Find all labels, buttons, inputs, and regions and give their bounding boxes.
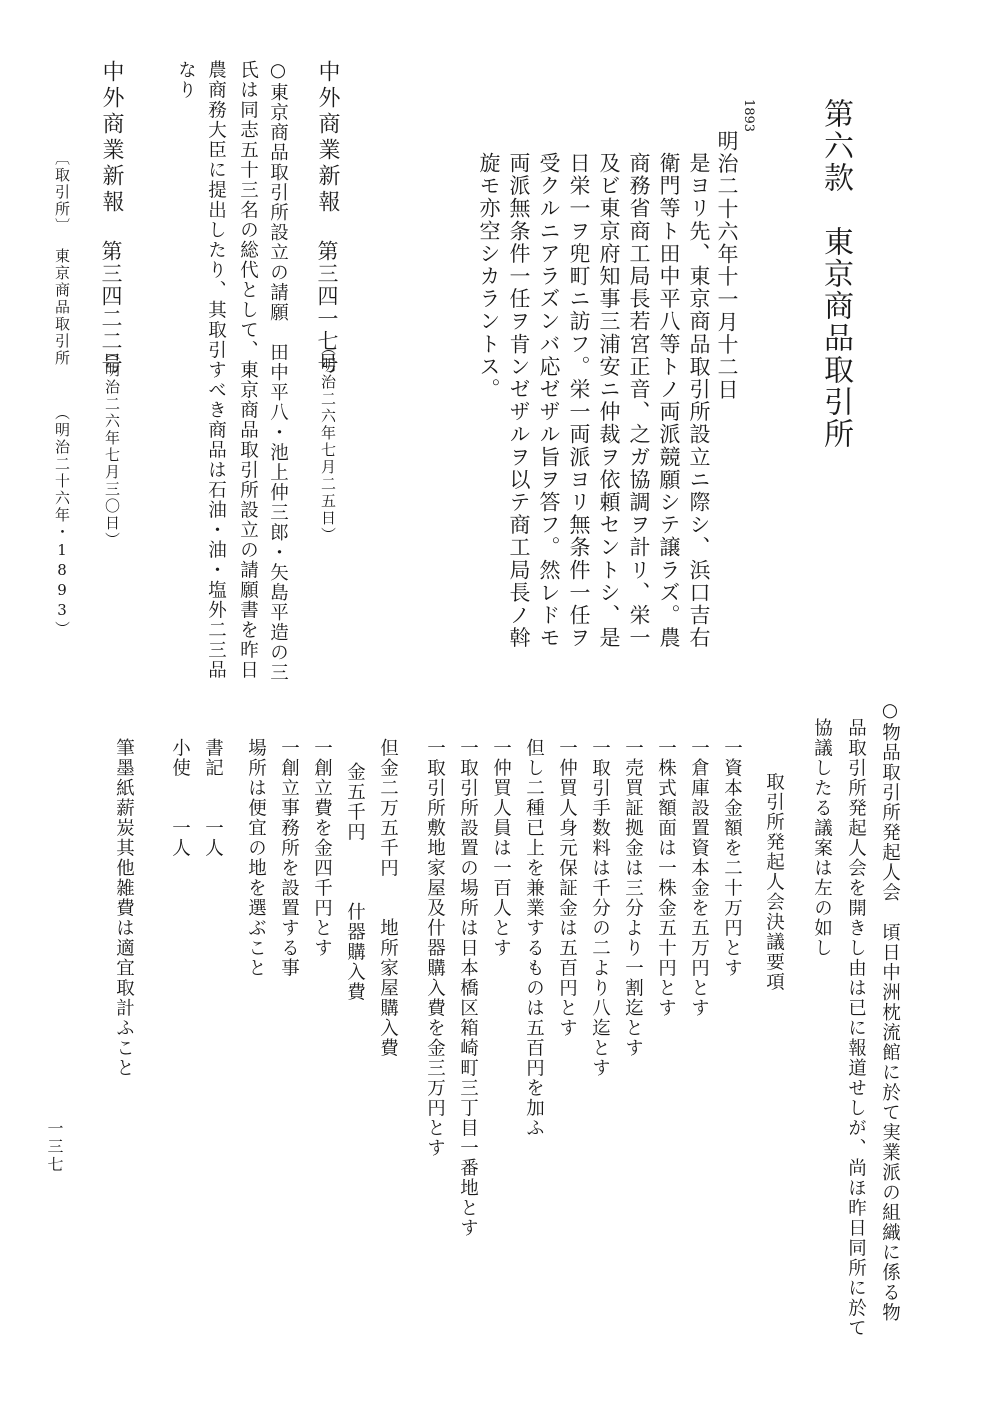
date-heading: 明治二十六年十一月十二日	[715, 130, 739, 402]
resolution-heading: 取引所発起人会決議要項	[763, 772, 785, 992]
resolution-item: 一創立事務所を設置する事	[278, 738, 300, 978]
article-line: 品取引所発起人会を開きし由は已に報道せしが、尚ほ昨日同所に於て	[845, 718, 867, 1338]
article-line: なり	[175, 60, 197, 100]
narrative-line: 商務省商工局長若宮正音、之ガ協調ヲ計リ、栄一	[627, 152, 651, 650]
resolution-item: 但し二種已上を兼業するものは五百円を加ふ	[523, 738, 545, 1138]
resolution-item: 一仲買人身元保証金は五百円とす	[556, 738, 578, 1038]
resolution-item: 一創立費を金四千円とす	[311, 738, 333, 958]
resolution-item: 書記 一人	[202, 738, 224, 858]
source-number: 第三四二二号	[99, 240, 123, 375]
narrative-line: 受クルニアラズンバ応ゼザル旨ヲ答フ。然レドモ	[537, 152, 561, 650]
resolution-item: 筆墨紙薪炭其他雑費は適宜取計ふこと	[113, 738, 135, 1078]
resolution-item: 一仲買人員は一百人とす	[490, 738, 512, 958]
source-number: 第三四一七号	[315, 240, 339, 375]
resolution-item: 一資本金額を二十万円とす	[721, 738, 743, 978]
category-tag: 〔取引所〕	[53, 150, 71, 235]
source-name: 中外商業新報	[315, 60, 340, 216]
narrative-line: 是ヨリ先、東京商品取引所設立ニ際シ、浜口吉右	[687, 152, 711, 650]
section-title: 第六款 東京商品取引所	[818, 98, 853, 450]
resolution-item: 場所は便宜の地を選ぶこと	[245, 738, 267, 978]
resolution-item: 一売買証拠金は三分より一割迄とす	[622, 738, 644, 1058]
narrative-line: 両派無条件一任ヲ肯ンゼザルヲ以テ商工局長ノ斡	[507, 152, 531, 650]
source-date: （明治二六年七月三〇日）	[103, 345, 121, 549]
article-line: 氏は同志五十三名の総代として、東京商品取引所設立の請願書を昨日	[237, 60, 259, 680]
resolution-item: 一倉庫設置資本金を五万円とす	[688, 738, 710, 1018]
resolution-item: 小使 一人	[169, 738, 191, 858]
source-name: 東京商品取引所	[53, 248, 71, 367]
source-date: （明治二六年七月二五日）	[319, 340, 337, 544]
narrative-line: 日栄一ヲ兜町ニ訪フ。栄一両派ヨリ無条件一任ヲ	[567, 152, 591, 650]
year-note: 1893	[741, 98, 757, 133]
article-line: ○東京商品取引所設立の請願 田中平八・池上仲三郎・矢島平造の三	[267, 60, 289, 683]
article-line: 農商務大臣に提出したり、其取引すべき商品は石油・油・塩外二三品	[205, 60, 227, 680]
resolution-item: 一取引手数料は千分の二より八迄とす	[589, 738, 611, 1078]
article-line: 協議したる議案は左の如し	[811, 718, 833, 958]
page-number: 一三七	[45, 1120, 64, 1174]
narrative-line: 衛門等ト田中平八等トノ両派競願シテ譲ラズ。農	[657, 152, 681, 650]
article-line: ○物品取引所発起人会 頃日中洲枕流館に於て実業派の組織に係る物	[879, 700, 901, 1323]
source-date: （明治二十六年・1893）	[53, 405, 71, 638]
resolution-item: 一取引所敷地家屋及什器購入費を金三万円とす	[424, 738, 446, 1158]
resolution-item: 一株式額面は一株金五十円とす	[655, 738, 677, 1018]
resolution-item: 但金二万五千円 地所家屋購入費	[377, 738, 399, 1058]
narrative-line: 及ビ東京府知事三浦安ニ仲裁ヲ依頼セントシ、是	[597, 152, 621, 650]
narrative-line: 旋モ亦空シカラントス。	[477, 152, 501, 401]
resolution-item: 金五千円 什器購入費	[344, 762, 366, 1002]
resolution-item: 一取引所設置の場所は日本橋区箱崎町三丁目一番地とす	[457, 738, 479, 1238]
source-name: 中外商業新報	[99, 60, 124, 216]
